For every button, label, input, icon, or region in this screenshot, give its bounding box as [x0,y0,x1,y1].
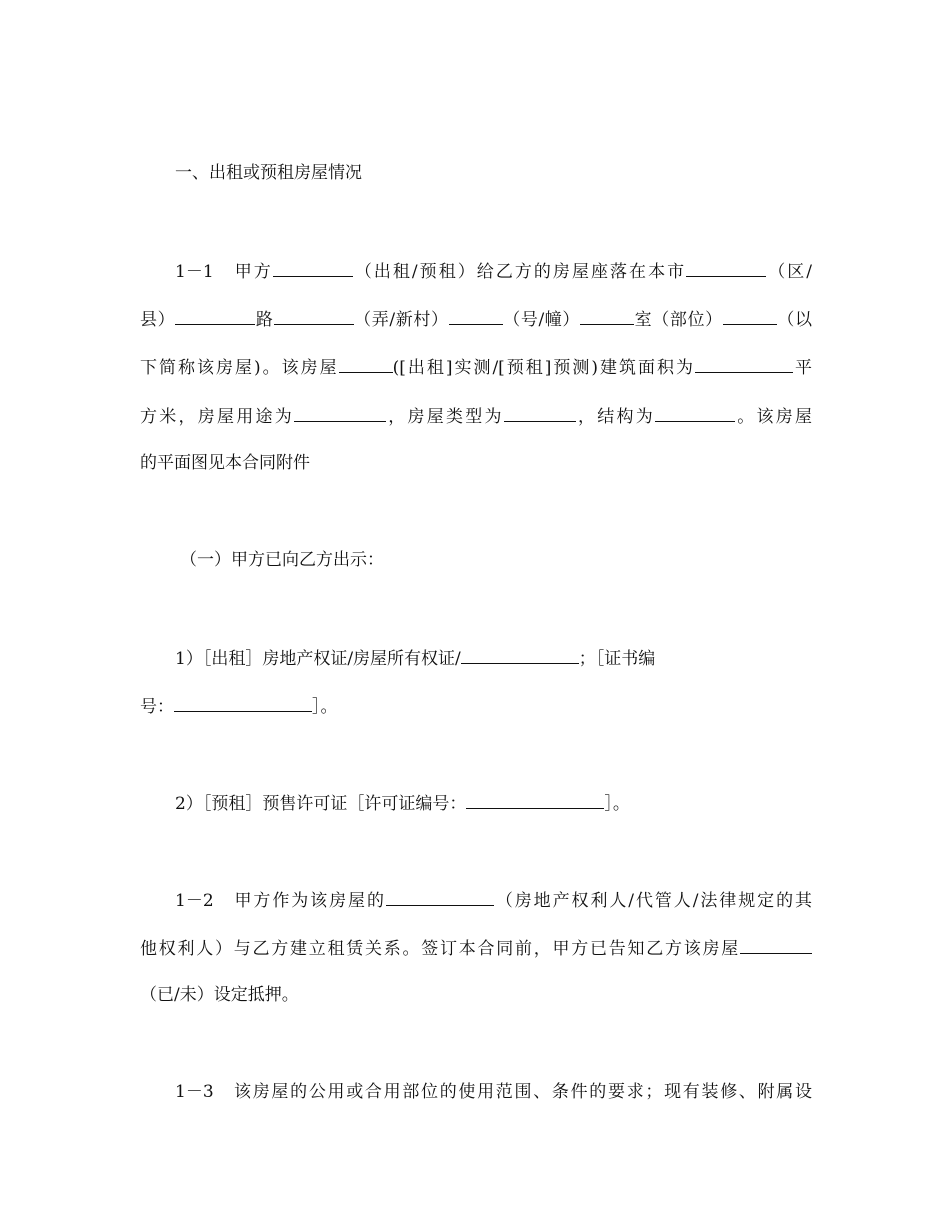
blank-field [294,403,386,422]
blank-field [695,354,793,373]
item-text: ］。 [604,794,630,814]
blank-field [740,935,812,954]
blank-field [461,645,579,664]
blank-field [655,403,735,422]
clause-text: 下简称该房屋)。该房屋 [140,358,339,378]
clause-text: （已/未）设定抵押。 [140,985,299,1005]
clause-1-2-line-3 [140,983,812,1007]
blank-field [449,306,503,325]
clause-1-1-line-5 [140,451,812,475]
clause-1-2-line-1 [175,887,812,913]
clause-text: 室（部位） [634,310,723,330]
item-2-line [175,790,847,816]
item-text: ］。 [312,697,338,717]
blank-field [273,258,353,277]
blank-field [339,354,393,373]
blank-field [723,306,777,325]
clause-text: 方米，房屋用途为 [140,407,294,427]
clause-text: 县） [140,310,176,330]
clause-text: 1－2 甲方作为该房屋的 [175,891,386,911]
clause-text: 1－3 该房屋的公用或合用部位的使用范围、条件的要求；现有装修、附属设 [175,1082,812,1102]
clause-text: （以 [776,310,813,330]
item-text: ；［证书编 [578,649,656,669]
blank-field [386,887,494,906]
clause-text: 他权利人）与乙方建立租赁关系。签订本合同前，甲方已告知乙方该房屋 [140,939,740,959]
clause-text: ([出租]实测/[预租]预测)建筑面积为 [392,358,695,378]
item-text: 2）［预租］预售许可证［许可证编号： [175,794,467,814]
section-heading-text: 一、出租或预租房屋情况 [175,163,362,183]
blank-field [580,306,634,325]
clause-text: （区/ [766,262,813,282]
item-1-line-1 [175,645,847,671]
clause-text: ，房屋类型为 [386,407,504,427]
clause-text: （弄/新村） [353,310,449,330]
clause-1-1-line-3 [140,354,812,380]
clause-1-1-line-2 [140,306,812,332]
clause-text: （出租/预租）给乙方的房屋座落在本市 [352,262,687,282]
clause-1-1-line-1 [175,258,812,284]
blank-field [686,258,766,277]
clause-text: （号/幢） [502,310,581,330]
sub-heading-text: （一）甲方已向乙方出示： [180,550,384,570]
clause-1-1-line-4 [140,403,812,429]
blank-field [504,403,576,422]
blank-field [466,790,604,809]
clause-text: （房地产权利人/代管人/法律规定的其 [493,891,812,911]
clause-text: 1－1 甲方 [175,262,273,282]
section-heading [175,161,847,185]
item-text: 号： [140,697,174,717]
clause-text: 平 [793,358,812,378]
clause-text: 的平面图见本合同附件 [140,453,310,473]
clause-text: 路 [255,310,274,330]
clause-text: ，结构为 [575,407,655,427]
item-1-line-2 [140,693,812,719]
blank-field [274,306,354,325]
blank-field [174,693,312,712]
clause-1-2-line-2 [140,935,812,961]
item-text: 1）［出租］房地产权证/房屋所有权证/ [175,649,461,669]
clause-1-3-line-1 [175,1080,812,1104]
sub-heading [180,548,852,572]
blank-field [175,306,255,325]
clause-text: 。该房屋 [735,407,812,427]
